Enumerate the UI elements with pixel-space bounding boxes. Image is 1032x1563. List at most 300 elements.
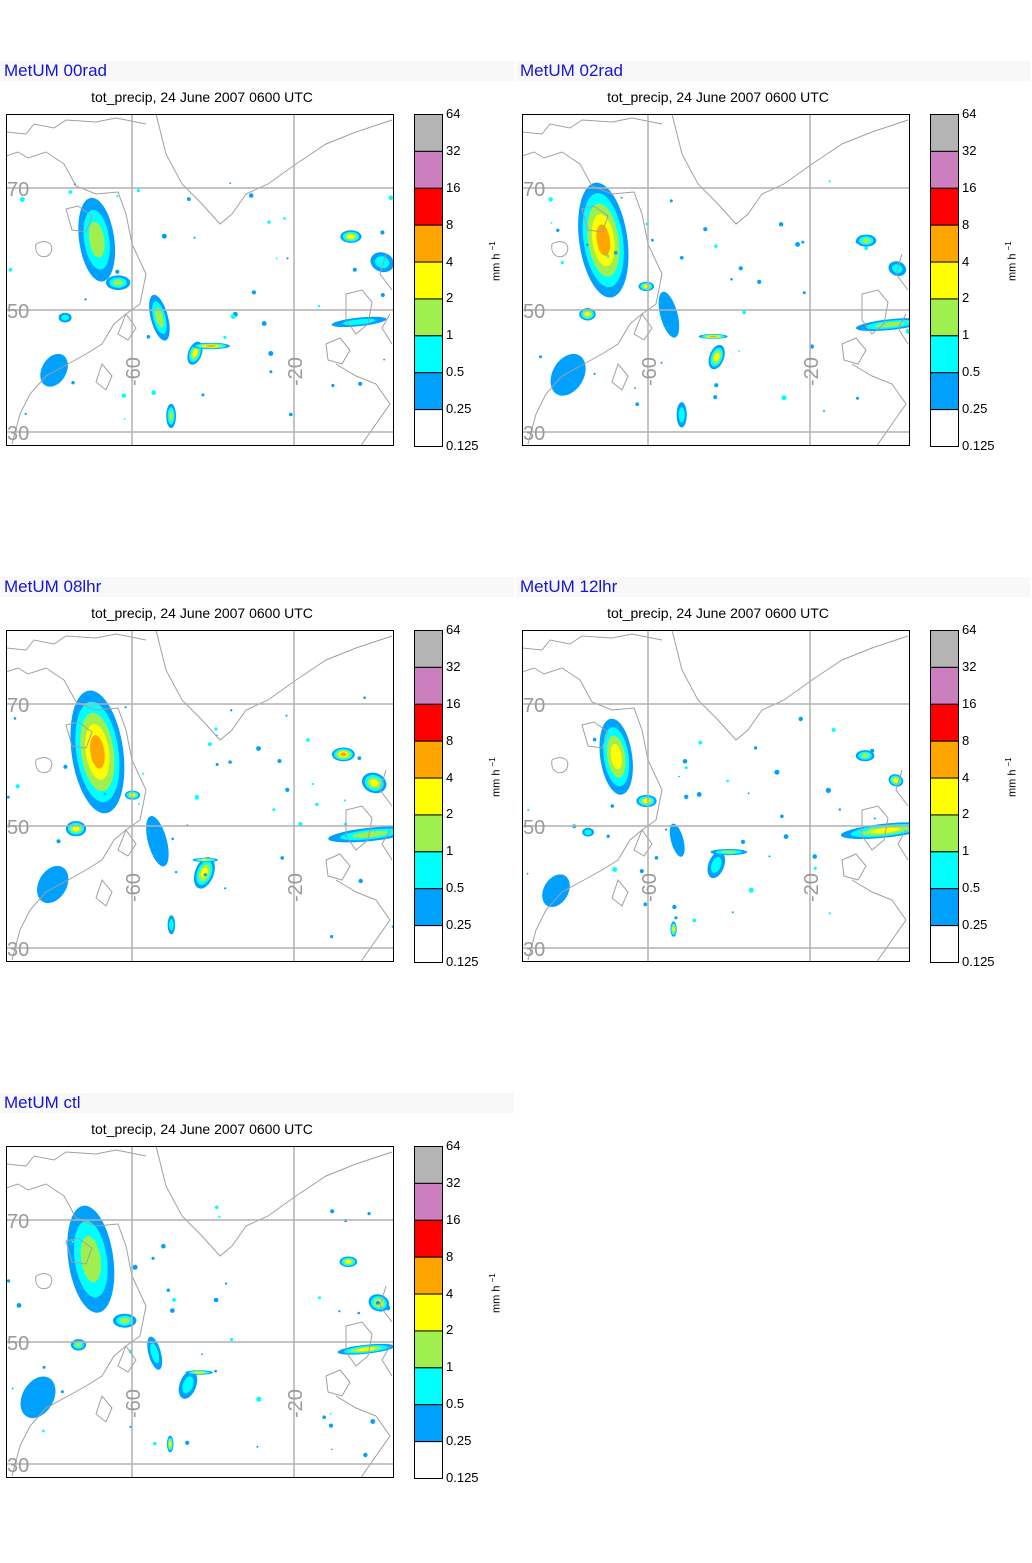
precip-speck	[549, 197, 553, 201]
colorbar-swatch	[415, 1183, 443, 1220]
precip-cell	[643, 799, 650, 803]
coastline	[672, 630, 908, 740]
precip-cell	[73, 826, 80, 831]
precip-speck	[556, 229, 559, 232]
coastline	[552, 758, 568, 773]
precip-speck	[230, 1338, 233, 1341]
colorbar-swatch	[931, 631, 959, 668]
precip-speck	[331, 384, 334, 387]
precip-speck	[665, 829, 667, 831]
precip-speck	[614, 251, 618, 255]
lat-label: 30	[523, 939, 546, 961]
colorbar-swatch	[931, 262, 959, 299]
lat-label: 70	[7, 1211, 30, 1233]
colorbar-swatch	[415, 1257, 443, 1294]
lat-label: 70	[7, 695, 30, 717]
precip-speck	[170, 1308, 175, 1313]
colorbar	[414, 1146, 444, 1480]
precip-speck	[231, 314, 236, 319]
lon-label: -60	[639, 873, 661, 902]
colorbar	[930, 630, 960, 964]
precip-speck	[312, 783, 314, 785]
colorbar-swatch	[415, 667, 443, 704]
precip-speck	[376, 1301, 380, 1305]
precip-speck	[383, 359, 385, 361]
precip-speck	[283, 217, 286, 220]
colorbar-level-label: 0.5	[962, 880, 981, 896]
colorbar-swatch	[415, 1442, 443, 1479]
precip-speck	[225, 1283, 227, 1285]
lon-label: -20	[285, 873, 307, 902]
precip-speck	[386, 1306, 391, 1311]
precip-speck	[318, 305, 320, 307]
precip-cell	[679, 407, 685, 422]
precip-speck	[187, 197, 191, 201]
colorbar-level-label: 4	[446, 1285, 454, 1301]
colorbar-level-label: 32	[446, 658, 461, 674]
colorbar-swatch	[415, 926, 443, 963]
colorbar-level-label: 16	[962, 695, 977, 711]
precip-speck	[285, 788, 289, 792]
precip-speck	[368, 1212, 371, 1215]
colorbar-level-label: 8	[446, 732, 454, 748]
precip-speck	[527, 873, 529, 875]
precip-cell	[347, 235, 354, 239]
colorbar-swatch	[415, 1331, 443, 1368]
coastline	[336, 364, 390, 446]
precip-speck	[142, 773, 144, 775]
precip-speck	[214, 727, 217, 730]
colorbar-swatch	[931, 336, 959, 373]
precip-cell	[709, 336, 717, 337]
colorbar-swatch	[415, 778, 443, 815]
coastline	[36, 1274, 52, 1289]
precip-speck	[175, 871, 177, 873]
colorbar-level-label: 0.125	[446, 438, 479, 453]
precip-speck	[71, 1240, 74, 1243]
precip-speck	[25, 413, 27, 415]
precip-speck	[539, 355, 542, 358]
precip-speck	[115, 270, 119, 274]
coastline	[336, 1396, 390, 1478]
precip-speck	[672, 905, 676, 909]
colorbar-level-label: 0.5	[446, 364, 465, 380]
colorbar-level-label: 8	[446, 1248, 454, 1264]
precip-speck	[551, 222, 553, 224]
coastline	[36, 242, 52, 257]
precip-cell	[543, 348, 592, 402]
colorbar-level-label: 0.25	[446, 917, 472, 933]
precip-speck	[832, 728, 836, 732]
precip-speck	[249, 193, 254, 198]
colorbar-level-label: 0.125	[962, 954, 995, 969]
coastline	[346, 1322, 372, 1366]
colorbar-level-label: 2	[446, 806, 454, 822]
precip-speck	[272, 808, 275, 811]
precip-speck	[748, 792, 750, 794]
coastline	[326, 338, 350, 364]
precip-speck	[784, 834, 789, 839]
precip-speck	[389, 196, 394, 201]
precip-map	[522, 114, 910, 446]
colorbar-swatch	[931, 410, 959, 447]
colorbar-swatch	[415, 1294, 443, 1331]
precip-speck	[814, 867, 817, 870]
precip-speck	[153, 1442, 156, 1445]
precip-speck	[7, 796, 10, 799]
precip-speck	[57, 839, 61, 843]
precip-speck	[823, 410, 825, 412]
colorbar-swatch	[415, 631, 443, 668]
colorbar-swatch	[415, 151, 443, 188]
precip-speck	[229, 182, 231, 184]
colorbar-level-label: 32	[446, 1174, 461, 1190]
precip-speck	[216, 763, 219, 766]
precip-cell	[206, 345, 216, 347]
lat-label: 30	[7, 939, 30, 961]
colorbar-units: mm h $^{-1}$	[1004, 241, 1019, 281]
precip-speck	[703, 227, 707, 231]
precip-speck	[63, 765, 67, 769]
colorbar-level-label: 8	[446, 216, 454, 232]
precip-speck	[172, 1298, 176, 1302]
precip-speck	[769, 855, 771, 857]
colorbar-swatch	[415, 299, 443, 336]
precip-speck	[16, 784, 20, 788]
precip-speck	[214, 1370, 217, 1373]
lon-label: -60	[639, 357, 661, 386]
coastline	[612, 880, 628, 906]
colorbar-level-label: 1	[962, 327, 970, 343]
coastline	[842, 854, 866, 880]
precip-speck	[839, 808, 841, 810]
precip-speck	[124, 706, 126, 708]
precip-speck	[330, 1413, 332, 1415]
precip-speck	[124, 418, 126, 420]
colorbar-level-label: 2	[962, 806, 970, 822]
precip-speck	[651, 239, 654, 242]
coastline	[842, 338, 866, 364]
precip-speck	[612, 867, 617, 872]
colorbar-swatch	[931, 373, 959, 410]
precip-speck	[779, 222, 783, 226]
lon-label: -20	[285, 357, 307, 386]
precip-map	[522, 630, 910, 962]
lat-label: 50	[523, 817, 546, 839]
precip-speck	[161, 1244, 166, 1249]
precip-speck	[672, 332, 675, 335]
precip-speck	[171, 838, 174, 841]
coastline	[96, 880, 112, 906]
precip-speck	[138, 803, 140, 805]
panel-p02rad	[516, 61, 1030, 531]
colorbar-level-label: 8	[962, 732, 970, 748]
colorbar-level-label: 1	[446, 327, 454, 343]
precip-field	[539, 179, 910, 427]
precip-speck	[116, 195, 118, 197]
colorbar-swatch	[931, 188, 959, 225]
coastline	[852, 364, 906, 446]
precip-map	[6, 114, 394, 446]
colorbar-swatch	[415, 410, 443, 447]
colorbar-swatch	[931, 704, 959, 741]
precip-speck	[655, 856, 659, 860]
precip-speck	[803, 291, 806, 294]
lon-label: -60	[123, 1389, 145, 1418]
colorbar-swatch	[415, 1405, 443, 1442]
precip-speck	[611, 804, 615, 808]
colorbar-level-label: 2	[446, 290, 454, 306]
lat-label: 30	[7, 1455, 30, 1477]
precip-speck	[683, 759, 688, 764]
precip-speck	[864, 246, 868, 250]
colorbar-level-label: 32	[962, 142, 977, 158]
colorbar-swatch	[931, 225, 959, 262]
precip-cell	[667, 822, 688, 858]
precip-speck	[315, 803, 318, 806]
colorbar-swatch	[931, 667, 959, 704]
precip-speck	[256, 746, 261, 751]
precip-speck	[218, 1216, 220, 1218]
precip-cell	[673, 927, 675, 932]
precip-speck	[267, 220, 270, 223]
precip-speck	[714, 383, 718, 387]
lat-label: 50	[7, 817, 30, 839]
colorbar-level-label: 64	[446, 622, 461, 637]
precip-cell	[169, 919, 174, 930]
coastline	[6, 1150, 146, 1476]
colorbar-level-label: 0.25	[446, 401, 472, 417]
precip-speck	[799, 717, 803, 721]
colorbar-swatch	[931, 889, 959, 926]
colorbar-level-label: 16	[962, 179, 977, 195]
precip-speck	[204, 873, 207, 876]
precip-speck	[812, 854, 817, 859]
colorbar-swatch	[931, 741, 959, 778]
precip-speck	[782, 395, 787, 400]
coastline	[96, 1396, 112, 1422]
colorbar-level-label: 2	[446, 1322, 454, 1338]
colorbar-swatch	[931, 926, 959, 963]
precip-speck	[286, 257, 288, 259]
colorbar	[930, 114, 960, 448]
precip-cell	[537, 869, 576, 912]
precip-speck	[228, 760, 231, 763]
precip-speck	[224, 887, 226, 889]
precip-speck	[151, 390, 156, 395]
lon-label: -20	[801, 873, 823, 902]
precip-speck	[730, 278, 733, 281]
colorbar-level-label: 16	[446, 695, 461, 711]
colorbar-swatch	[415, 741, 443, 778]
precip-speck	[201, 1353, 203, 1355]
colorbar-swatch	[931, 778, 959, 815]
colorbar-level-label: 64	[962, 106, 977, 121]
precip-speck	[732, 911, 734, 913]
model-title: MetUM ctl	[4, 1093, 81, 1112]
precip-speck	[874, 818, 876, 820]
colorbar-level-label: 0.5	[446, 1396, 465, 1412]
colorbar-swatch	[415, 889, 443, 926]
colorbar-level-label: 4	[446, 253, 454, 269]
precip-cell	[201, 859, 209, 860]
precip-speck	[640, 869, 644, 873]
precip-speck	[870, 749, 874, 753]
colorbar-level-label: 0.125	[446, 954, 479, 969]
precip-speck	[289, 413, 293, 417]
precip-speck	[774, 770, 779, 775]
precip-speck	[370, 1419, 375, 1424]
precip-speck	[344, 799, 346, 801]
lon-label: -60	[123, 873, 145, 902]
colorbar-level-label: 1	[446, 1359, 454, 1375]
precip-speck	[185, 1441, 189, 1445]
precip-speck	[262, 321, 267, 326]
colorbar-level-label: 0.5	[962, 364, 981, 380]
precip-speck	[742, 311, 746, 315]
colorbar-swatch	[415, 704, 443, 741]
precip-cell	[654, 290, 683, 340]
colorbar-swatch	[415, 115, 443, 152]
precip-cell	[195, 1372, 204, 1374]
precip-speck	[280, 856, 284, 860]
colorbar-swatch	[931, 299, 959, 336]
precip-speck	[359, 879, 363, 883]
colorbar-swatch	[415, 1368, 443, 1405]
precip-speck	[856, 240, 859, 243]
precip-speck	[14, 717, 17, 720]
colorbar-swatch	[931, 852, 959, 889]
colorbar-level-label: 4	[962, 253, 970, 269]
precip-speck	[698, 741, 702, 745]
coastline	[346, 290, 372, 334]
precip-cell	[35, 349, 74, 392]
precip-speck	[358, 382, 362, 386]
precip-speck	[381, 293, 385, 297]
colorbar-level-label: 4	[962, 769, 970, 785]
precip-map	[6, 1146, 394, 1478]
precip-speck	[363, 696, 366, 699]
precip-speck	[635, 402, 639, 406]
model-title: MetUM 02rad	[520, 61, 623, 80]
precip-speck	[215, 1206, 219, 1210]
precip-speck	[12, 1388, 14, 1390]
precip-speck	[223, 336, 226, 339]
colorbar-swatch	[415, 1220, 443, 1257]
panel-subtitle: tot_precip, 24 June 2007 0600 UTC	[91, 89, 313, 105]
colorbar-swatch	[415, 336, 443, 373]
precip-cell	[142, 814, 174, 869]
precip-speck	[680, 256, 684, 260]
coastline	[552, 242, 568, 257]
precip-speck	[201, 393, 204, 396]
lon-label: -20	[285, 1389, 307, 1418]
precip-speck	[256, 1446, 258, 1448]
coastline	[156, 114, 392, 224]
precip-speck	[621, 197, 623, 199]
precip-speck	[741, 840, 745, 844]
colorbar	[414, 114, 444, 448]
precip-speck	[69, 190, 73, 194]
coastline	[96, 364, 112, 390]
precip-speck	[749, 888, 754, 893]
precip-speck	[133, 1265, 138, 1270]
colorbar-level-label: 64	[962, 622, 977, 637]
precip-speck	[757, 280, 761, 284]
precip-speck	[230, 709, 232, 711]
precip-speck	[829, 180, 831, 182]
panel-subtitle: tot_precip, 24 June 2007 0600 UTC	[91, 605, 313, 621]
precip-cell	[340, 753, 346, 757]
precip-speck	[684, 795, 688, 799]
precip-speck	[195, 795, 200, 800]
coastline	[326, 854, 350, 880]
colorbar-level-label: 0.125	[446, 1470, 479, 1485]
precip-cell	[120, 1318, 130, 1324]
colorbar-level-label: 16	[446, 179, 461, 195]
colorbar-level-label: 0.25	[962, 401, 988, 417]
colorbar-level-label: 64	[446, 1138, 461, 1153]
precip-speck	[607, 835, 610, 838]
lat-label: 70	[7, 179, 30, 201]
colorbar-swatch	[415, 225, 443, 262]
precip-speck	[43, 1366, 46, 1369]
precip-speck	[268, 351, 273, 356]
precip-speck	[353, 268, 357, 272]
model-title: MetUM 08lhr	[4, 577, 102, 596]
precip-speck	[17, 1303, 22, 1308]
precip-speck	[693, 919, 697, 923]
colorbar-units: mm h $^{-1}$	[1004, 757, 1019, 797]
precip-speck	[331, 1449, 333, 1451]
precip-cell	[861, 753, 869, 758]
precip-speck	[829, 912, 831, 914]
coastline	[156, 630, 392, 740]
colorbar-level-label: 32	[962, 658, 977, 674]
coastline	[36, 758, 52, 773]
precip-speck	[561, 261, 564, 264]
precip-speck	[42, 1430, 45, 1433]
coastline	[612, 364, 628, 390]
colorbar-level-label: 16	[446, 1211, 461, 1227]
colorbar-level-label: 0.25	[446, 1433, 472, 1449]
precip-map	[6, 630, 394, 962]
lat-label: 70	[523, 179, 546, 201]
lat-label: 50	[7, 1333, 30, 1355]
precip-speck	[256, 1397, 261, 1402]
lat-label: 70	[523, 695, 546, 717]
precip-speck	[122, 393, 126, 397]
colorbar-level-label: 64	[446, 106, 461, 121]
precip-speck	[726, 780, 729, 783]
precip-speck	[338, 1310, 340, 1312]
precip-speck	[380, 230, 384, 234]
precip-speck	[318, 1296, 321, 1299]
precip-speck	[137, 189, 140, 192]
precip-speck	[670, 199, 673, 202]
precip-speck	[754, 746, 757, 749]
precip-speck	[252, 290, 256, 294]
colorbar-level-label: 0.125	[962, 438, 995, 453]
colorbar-swatch	[415, 188, 443, 225]
colorbar-swatch	[931, 151, 959, 188]
coastline	[852, 880, 906, 962]
precip-speck	[167, 1289, 170, 1292]
precip-cell	[169, 411, 173, 421]
precip-speck	[357, 756, 361, 760]
precip-speck	[863, 827, 867, 831]
precip-speck	[7, 1279, 10, 1282]
